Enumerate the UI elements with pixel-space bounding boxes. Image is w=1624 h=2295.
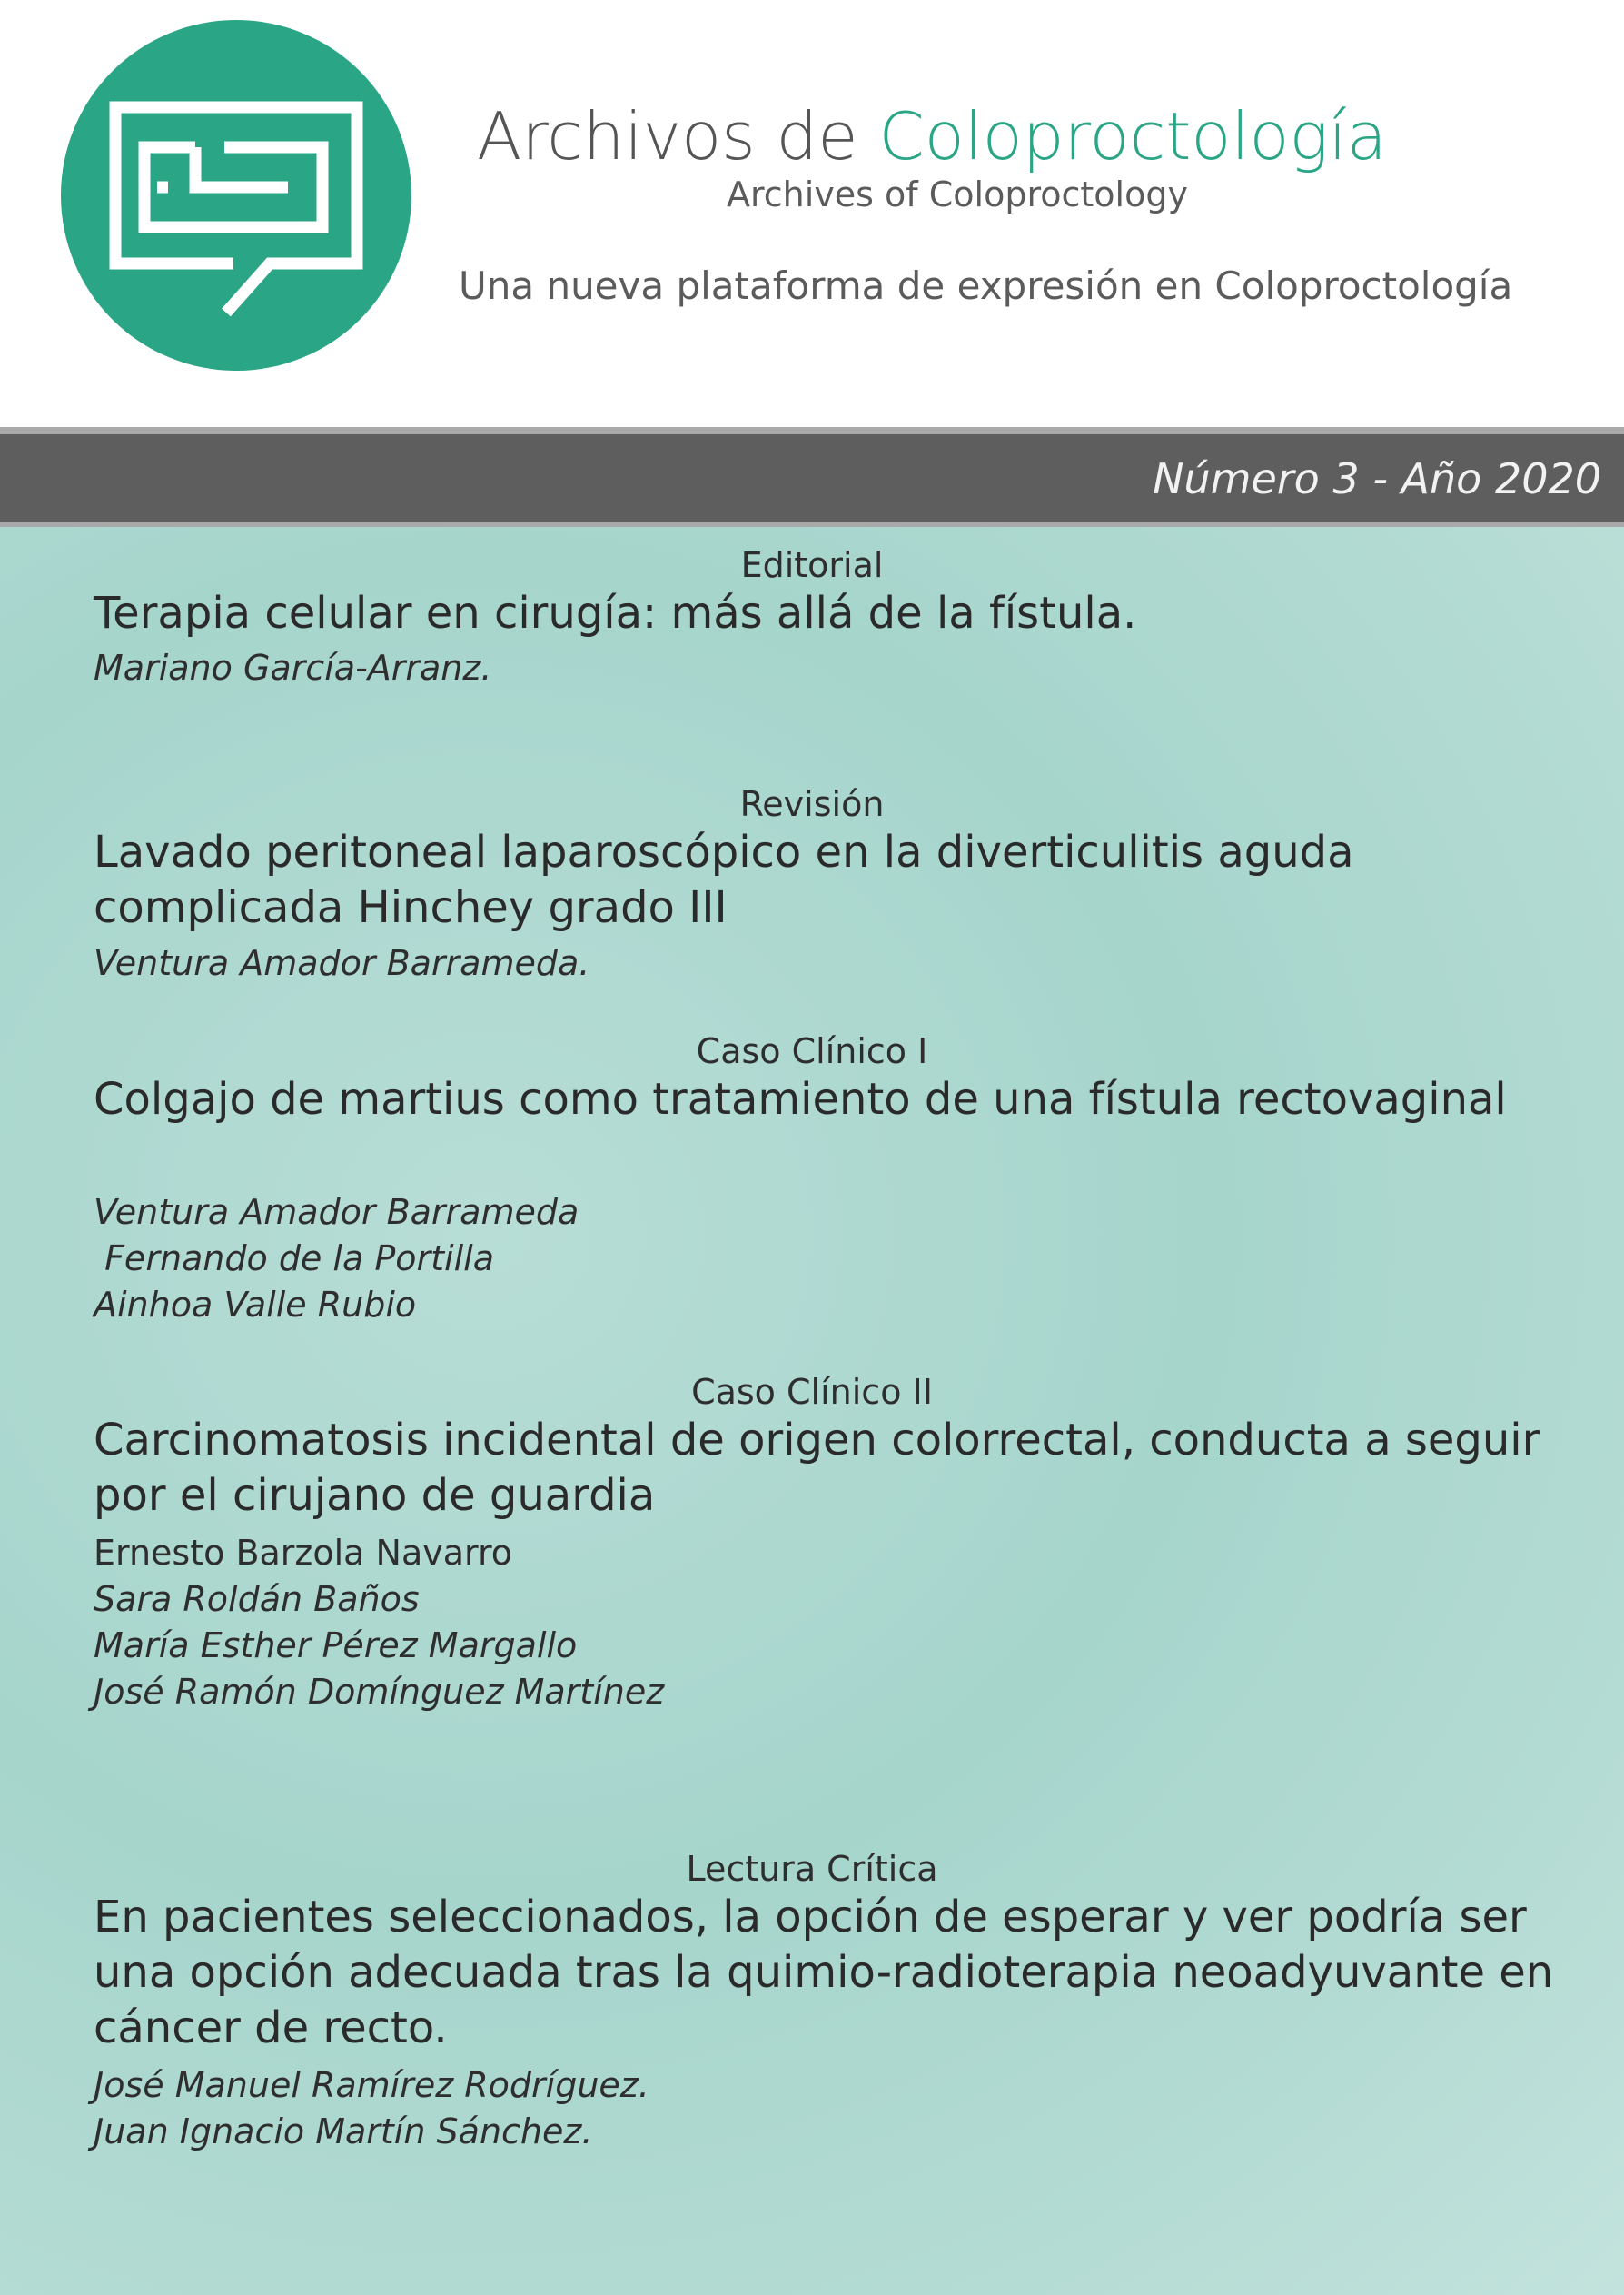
table-of-contents <box>0 527 1624 2295</box>
author-name: Juan Ignacio Martín Sánchez. <box>94 2111 593 2151</box>
journal-title-main: Archivos de <box>477 98 879 174</box>
author-name: Ainhoa Valle Rubio <box>94 1285 417 1325</box>
issue-bar <box>0 427 1624 527</box>
journal-subtitle: Archives of Coloproctology <box>727 174 1188 214</box>
author-name: María Esther Pérez Margallo <box>94 1625 578 1665</box>
article-title: Terapia celular en cirugía: más allá de la fístula. <box>94 588 1137 639</box>
article-title: Colgajo de martius como tratamiento de una fístula rectovaginal <box>94 1074 1507 1125</box>
author-name: Ernesto Barzola Navarro <box>94 1533 513 1573</box>
author-list <box>94 940 1547 987</box>
author-list <box>94 1189 1547 1328</box>
author-name: Fernando de la Portilla <box>94 1238 494 1278</box>
article-title: Lavado peritoneal laparoscópico en la diverticulitis aguda complicada Hinchey grado III <box>94 827 1354 933</box>
section-label: Caso Clínico I <box>696 1031 928 1071</box>
journal-title <box>477 98 1387 174</box>
author-list <box>94 645 1547 691</box>
issue-label: Número 3 - Año 2020 <box>1153 454 1601 503</box>
speech-bubble-maze-icon <box>61 20 411 371</box>
author-name: Mariano García-Arranz. <box>94 648 492 688</box>
journal-header <box>0 0 1624 427</box>
author-name: José Manuel Ramírez Rodríguez. <box>94 2065 649 2105</box>
section-label: Lectura Crítica <box>686 1849 938 1889</box>
author-list <box>94 2062 1547 2155</box>
author-name: Sara Roldán Baños <box>94 1579 420 1619</box>
section-label: Caso Clínico II <box>691 1372 933 1412</box>
author-name: José Ramón Domínguez Martínez <box>94 1672 665 1712</box>
section-label: Editorial <box>740 545 884 585</box>
author-name: Ventura Amador Barrameda. <box>94 943 590 983</box>
article-title: En pacientes seleccionados, la opción de esperar y ver podría ser una opción adecuada tras la quimio-radioterapia neoadyuvante en cáncer de recto. <box>94 1892 1554 2053</box>
article-title: Carcinomatosis incidental de origen colorrectal, conducta a seguir por el cirujano de guardia <box>94 1415 1540 1521</box>
section-label: Revisión <box>739 784 885 824</box>
journal-tagline: Una nueva plataforma de expresión en Coloproctología <box>459 263 1513 308</box>
author-name: Ventura Amador Barrameda <box>94 1192 579 1232</box>
journal-title-accent: Coloproctología <box>878 98 1387 174</box>
author-list <box>94 1530 1547 1715</box>
